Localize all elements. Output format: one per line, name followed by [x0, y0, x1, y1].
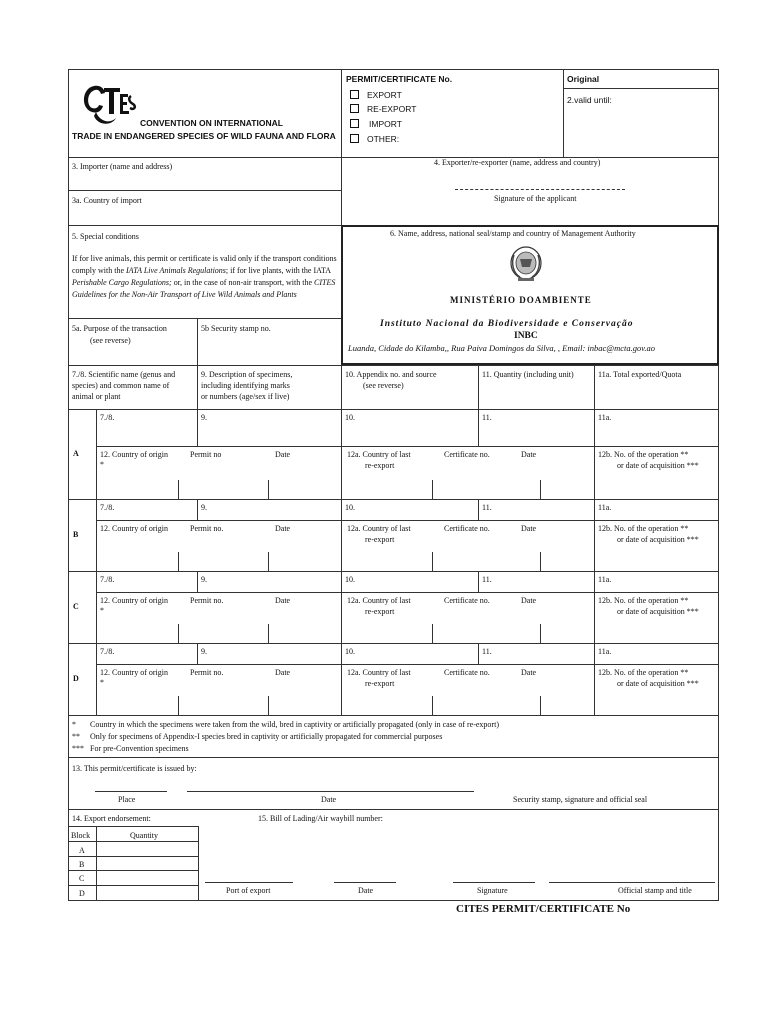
- country-origin-label: 12. Country of origin: [100, 450, 168, 459]
- management-authority-label: 6. Name, address, national seal/stamp and country of Management Authority: [390, 229, 636, 238]
- field-10: 10.: [345, 413, 355, 422]
- col-appendix-2: (see reverse): [363, 381, 404, 390]
- country-origin-label: 12. Country of origin: [100, 668, 168, 677]
- country-origin-label: 12. Country of origin: [100, 524, 168, 533]
- divider: [432, 624, 433, 643]
- divider: [594, 365, 595, 409]
- divider: [432, 696, 433, 715]
- divider: [68, 841, 198, 842]
- reexport-option[interactable]: RE-EXPORT: [350, 104, 416, 115]
- signature-line[interactable]: [455, 189, 625, 190]
- divider: [68, 757, 719, 758]
- divider: [68, 643, 719, 644]
- purpose-note: (see reverse): [90, 336, 131, 345]
- date-label: Date: [275, 596, 291, 605]
- date-label: Date: [275, 450, 291, 459]
- divider: [68, 318, 341, 319]
- divider: [594, 592, 595, 643]
- divider: [594, 643, 595, 664]
- angola-emblem: [508, 245, 544, 283]
- divider: [197, 365, 198, 409]
- country-last-reexport-label: 12a. Country of last: [347, 524, 411, 533]
- date-label-2: Date: [521, 596, 537, 605]
- divider: [478, 365, 479, 409]
- org-line: [140, 118, 283, 129]
- divider: [96, 592, 719, 593]
- certificate-no-label: Certificate no.: [444, 596, 490, 605]
- field-10: 10.: [345, 503, 355, 512]
- port-line[interactable]: [205, 882, 293, 883]
- divider: [478, 643, 479, 664]
- issued-by-label: 13. This permit/certificate is issued by:: [72, 764, 197, 773]
- divider: [68, 190, 341, 191]
- footnote-star: *: [100, 678, 104, 687]
- signature-label: Signature: [477, 886, 508, 895]
- acquisition-date-label: or date of acquisition ***: [617, 607, 699, 616]
- col-scientific-name-3: animal or plant: [72, 392, 121, 401]
- divider: [96, 571, 97, 643]
- col-scientific-name-2: species) and common name of: [72, 381, 170, 390]
- country-origin-label: 12. Country of origin: [100, 596, 168, 605]
- checkbox-icon[interactable]: [350, 134, 359, 143]
- divider: [96, 643, 97, 715]
- original-label: Original: [567, 74, 600, 84]
- field-11a: 11a.: [598, 413, 612, 422]
- field-11: 11.: [482, 413, 492, 422]
- date-label: Date: [275, 524, 291, 533]
- divider: [478, 409, 479, 446]
- divider: [68, 826, 198, 827]
- reexport-label: re-export: [365, 461, 395, 470]
- divider: [478, 499, 479, 520]
- divider: [563, 88, 719, 89]
- exporter-label: 4. Exporter/re-exporter (name, address and country): [434, 158, 601, 167]
- divider: [268, 696, 269, 715]
- purpose-label: 5a. Purpose of the transaction: [72, 324, 167, 333]
- permit-no-label: Permit no.: [190, 668, 224, 677]
- divider: [594, 664, 595, 715]
- row-letter: B: [73, 530, 79, 539]
- field-7-8: 7./8.: [100, 503, 115, 512]
- divider: [68, 409, 719, 410]
- reexport-label: re-export: [365, 535, 395, 544]
- divider: [540, 480, 541, 499]
- org-title-full: TRADE IN ENDANGERED SPECIES OF WILD FAUNA AND FLORA: [72, 131, 336, 141]
- col-appendix: 10. Appendix no. and source: [345, 370, 437, 379]
- field-9: 9.: [201, 647, 207, 656]
- operation-no-label: 12b. No. of the operation **: [598, 596, 689, 605]
- date-label-2: Date: [521, 668, 537, 677]
- block-b: B: [79, 860, 85, 869]
- field-11: 11.: [482, 647, 492, 656]
- field-11a: 11a.: [598, 503, 612, 512]
- date-label: Date: [321, 795, 337, 804]
- divider: [178, 552, 179, 571]
- divider: [341, 499, 342, 520]
- field-11a: 11a.: [598, 575, 612, 584]
- divider: [341, 446, 342, 499]
- divider: [540, 552, 541, 571]
- col-description: 9. Description of specimens,: [201, 370, 293, 379]
- col-total-exported: 11a. Total exported/Quota: [598, 370, 682, 379]
- note-1: * Country in which the specimens were taken from the wild, bred in captivity or artificially propagated (only in case of re-export): [72, 720, 499, 729]
- field-7-8: 7./8.: [100, 575, 115, 584]
- cites-logo: [76, 78, 138, 128]
- operation-no-label: 12b. No. of the operation **: [598, 450, 689, 459]
- divider: [178, 624, 179, 643]
- col-description-2: including identifying marks: [201, 381, 290, 390]
- divider: [68, 715, 719, 716]
- divider: [563, 69, 564, 157]
- other-option[interactable]: OTHER:: [350, 134, 399, 145]
- bill-of-lading-label: 15. Bill of Lading/Air waybill number:: [258, 814, 383, 823]
- ministry-name: MINISTÉRIO DOAMBIENTE: [450, 295, 592, 305]
- divider: [268, 552, 269, 571]
- date-label-2: Date: [521, 524, 537, 533]
- divider: [341, 520, 342, 571]
- org-title: CONVENTION ON INTERNATIONAL: [140, 118, 283, 128]
- export-option[interactable]: EXPORT: [350, 90, 402, 101]
- field-9: 9.: [201, 575, 207, 584]
- divider: [540, 696, 541, 715]
- divider: [341, 409, 342, 446]
- importer-label: 3. Importer (name and address): [72, 162, 173, 171]
- checkbox-icon[interactable]: [350, 119, 359, 128]
- special-conditions-label: 5. Special conditions: [72, 232, 139, 241]
- form-border: [68, 69, 719, 901]
- port-label: Port of export: [226, 886, 271, 895]
- import-option[interactable]: IMPORT: [350, 119, 402, 130]
- date-label-2: Date: [521, 450, 537, 459]
- divider: [96, 409, 97, 499]
- divider: [341, 643, 342, 664]
- acquisition-date-label: or date of acquisition ***: [617, 679, 699, 688]
- footer-title: CITES PERMIT/CERTIFICATE No: [456, 903, 631, 915]
- divider: [96, 499, 97, 571]
- footnote-star: *: [100, 460, 104, 469]
- field-10: 10.: [345, 575, 355, 584]
- field-9: 9.: [201, 413, 207, 422]
- row-letter: D: [73, 674, 79, 683]
- official-stamp-label: Official stamp and title: [618, 886, 692, 895]
- divider: [178, 480, 179, 499]
- divider: [96, 446, 719, 447]
- quantity-header: Quantity: [130, 831, 158, 840]
- export-endorsement-label: 14. Export endorsement:: [72, 814, 151, 823]
- certificate-no-label: Certificate no.: [444, 524, 490, 533]
- field-11a: 11a.: [598, 647, 612, 656]
- divider: [478, 571, 479, 592]
- field-9: 9.: [201, 503, 207, 512]
- divider: [268, 480, 269, 499]
- endorse-signature-line[interactable]: [453, 882, 535, 883]
- official-stamp-line[interactable]: [549, 882, 715, 883]
- place-line[interactable]: [95, 791, 167, 792]
- country-last-reexport-label: 12a. Country of last: [347, 668, 411, 677]
- block-a: A: [79, 846, 85, 855]
- checkbox-icon[interactable]: [350, 90, 359, 99]
- divider: [198, 826, 199, 901]
- divider: [96, 520, 719, 521]
- col-scientific-name: 7./8. Scientific name (genus and: [72, 370, 176, 379]
- divider: [68, 885, 198, 886]
- date-label: Date: [275, 668, 291, 677]
- row-letter: C: [73, 602, 79, 611]
- divider: [197, 499, 198, 520]
- endorse-date-line[interactable]: [334, 882, 396, 883]
- block-header: Block: [71, 831, 91, 840]
- divider: [197, 571, 198, 592]
- inbc-label: INBC: [514, 331, 538, 341]
- footnote-star: *: [100, 606, 104, 615]
- divider: [197, 409, 198, 446]
- divider: [594, 499, 595, 520]
- acquisition-date-label: or date of acquisition ***: [617, 535, 699, 544]
- divider: [96, 826, 97, 901]
- stamp-label: Security stamp, signature and official seal: [513, 795, 648, 804]
- special-conditions-text: If for live animals, this permit or certificate is valid only if the transport conditions comply with the IATA Live Animals Regulations; if for live plants, with the IATA Perishable Cargo Regulations; or, in the case of non-air transport, with the CITES Guidelines for the Non-Air Transport of Live Wild Animals and Plants: [72, 254, 337, 299]
- endorse-date-label: Date: [358, 886, 374, 895]
- divider: [594, 446, 595, 499]
- valid-until-label: 2.valid until:: [567, 95, 612, 105]
- authority-address: Luanda, Cidade do Kilamba,, Rua Paiva Domingos da Silva, , Email: inbac@mcta.gov.ao: [348, 343, 656, 353]
- divider: [197, 643, 198, 664]
- divider: [68, 571, 719, 572]
- operation-no-label: 12b. No. of the operation **: [598, 524, 689, 533]
- date-line[interactable]: [187, 791, 474, 792]
- block-d: D: [79, 889, 85, 898]
- divider: [540, 624, 541, 643]
- divider: [268, 624, 269, 643]
- divider: [197, 318, 198, 365]
- reexport-label: re-export: [365, 679, 395, 688]
- field-7-8: 7./8.: [100, 647, 115, 656]
- col-description-3: or numbers (age/sex if live): [201, 392, 290, 401]
- place-label: Place: [118, 795, 136, 804]
- note-3: *** For pre-Convention specimens: [72, 744, 189, 753]
- divider: [432, 552, 433, 571]
- divider: [341, 592, 342, 643]
- checkbox-icon[interactable]: [350, 104, 359, 113]
- operation-no-label: 12b. No. of the operation **: [598, 668, 689, 677]
- divider: [594, 520, 595, 571]
- permit-no-label: Permit no.: [190, 596, 224, 605]
- field-7-8: 7./8.: [100, 413, 115, 422]
- certificate-no-label: Certificate no.: [444, 668, 490, 677]
- certificate-no-label: Certificate no.: [444, 450, 490, 459]
- country-last-reexport-label: 12a. Country of last: [347, 450, 411, 459]
- divider: [341, 365, 342, 409]
- divider: [341, 664, 342, 715]
- permit-no-label: Permit no: [190, 450, 222, 459]
- country-last-reexport-label: 12a. Country of last: [347, 596, 411, 605]
- permit-no-label: Permit no.: [190, 524, 224, 533]
- divider: [68, 157, 719, 158]
- field-11: 11.: [482, 503, 492, 512]
- divider: [594, 409, 595, 446]
- divider: [96, 664, 719, 665]
- institute-name: Instituto Nacional da Biodiversidade e Conservação: [380, 319, 634, 329]
- block-c: C: [79, 874, 85, 883]
- row-letter: A: [73, 449, 79, 458]
- divider: [341, 571, 342, 592]
- divider: [594, 571, 595, 592]
- divider: [68, 809, 719, 810]
- field-10: 10.: [345, 647, 355, 656]
- divider: [432, 480, 433, 499]
- col-quantity: 11. Quantity (including unit): [482, 370, 574, 379]
- divider: [68, 499, 719, 500]
- applicant-signature-label: Signature of the applicant: [494, 194, 577, 203]
- note-2: ** Only for specimens of Appendix-I species bred in captivity or artificially propagated for commercial purposes: [72, 732, 443, 741]
- security-stamp-label: 5b Security stamp no.: [201, 324, 271, 333]
- field-11: 11.: [482, 575, 492, 584]
- acquisition-date-label: or date of acquisition ***: [617, 461, 699, 470]
- divider: [68, 365, 719, 366]
- divider: [178, 696, 179, 715]
- divider: [341, 69, 342, 225]
- reexport-label: re-export: [365, 607, 395, 616]
- divider: [68, 870, 198, 871]
- permit-label: PERMIT/CERTIFICATE No.: [346, 74, 453, 84]
- divider: [68, 856, 198, 857]
- country-import-label: 3a. Country of import: [72, 196, 142, 205]
